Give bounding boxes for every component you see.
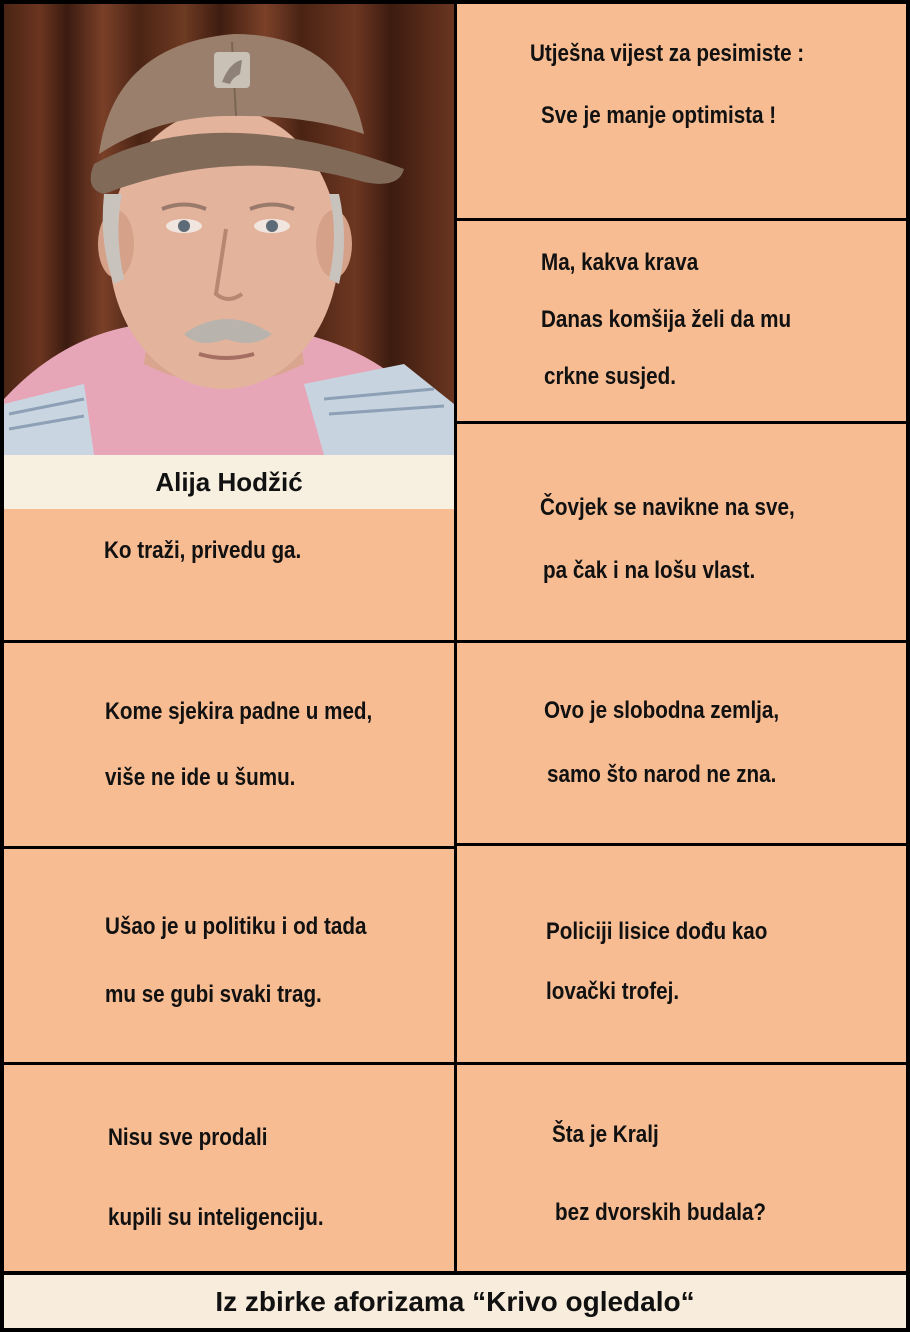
aphorism-line: Ovo je slobodna zemlja, <box>544 697 780 724</box>
author-name-bar <box>4 455 454 509</box>
aphorism-line: Danas komšija želi da mu <box>541 306 792 333</box>
aphorism-card-left-1 <box>4 509 454 640</box>
collection-title: Iz zbirke aforizama “Krivo ogledalo“ <box>215 1286 695 1317</box>
aphorism-line: Sve je manje optimista ! <box>541 102 777 129</box>
aphorism-line: Utješna vijest za pesimiste : <box>530 40 805 67</box>
aphorism-card-left-2 <box>4 643 454 846</box>
aphorism-card-right-5 <box>457 846 906 1062</box>
aphorism-line: Ušao je u politiku i od tada <box>105 913 367 940</box>
author-name: Alija Hodžić <box>155 467 303 497</box>
aphorism-line: samo što narod ne zna. <box>547 761 777 788</box>
aphorism-line: Policiji lisice dođu kao <box>546 918 768 945</box>
aphorism-line: Ma, kakva krava <box>541 249 699 276</box>
aphorism-card-right-3 <box>457 424 906 640</box>
aphorism-line: crkne susjed. <box>544 363 676 390</box>
aphorism-card-right-1 <box>457 4 906 218</box>
aphorism-card-right-6 <box>457 1065 906 1271</box>
aphorism-line: Kome sjekira padne u med, <box>105 698 373 725</box>
aphorism-card-right-4 <box>457 643 906 843</box>
aphorism-line: više ne ide u šumu. <box>105 764 296 791</box>
aphorism-card-left-4 <box>4 1065 454 1271</box>
aphorism-card-right-2 <box>457 221 906 421</box>
aphorism-line: mu se gubi svaki trag. <box>105 981 322 1008</box>
aphorism-line: Šta je Kralj <box>552 1121 659 1148</box>
author-photo <box>4 4 454 455</box>
aphorism-line: Ko traži, privedu ga. <box>104 537 302 564</box>
aphorism-line: Čovjek se navikne na sve, <box>540 494 795 521</box>
aphorism-card-left-3 <box>4 849 454 1062</box>
collection-footer <box>4 1275 906 1328</box>
aphorism-line: bez dvorskih budala? <box>555 1199 767 1226</box>
author-portrait-image <box>4 4 454 455</box>
aphorism-line: Nisu sve prodali <box>108 1124 268 1151</box>
aphorism-line: kupili su inteligenciju. <box>108 1204 324 1231</box>
aphorism-line: lovački trofej. <box>546 978 680 1005</box>
aphorism-line: pa čak i na lošu vlast. <box>543 557 756 584</box>
